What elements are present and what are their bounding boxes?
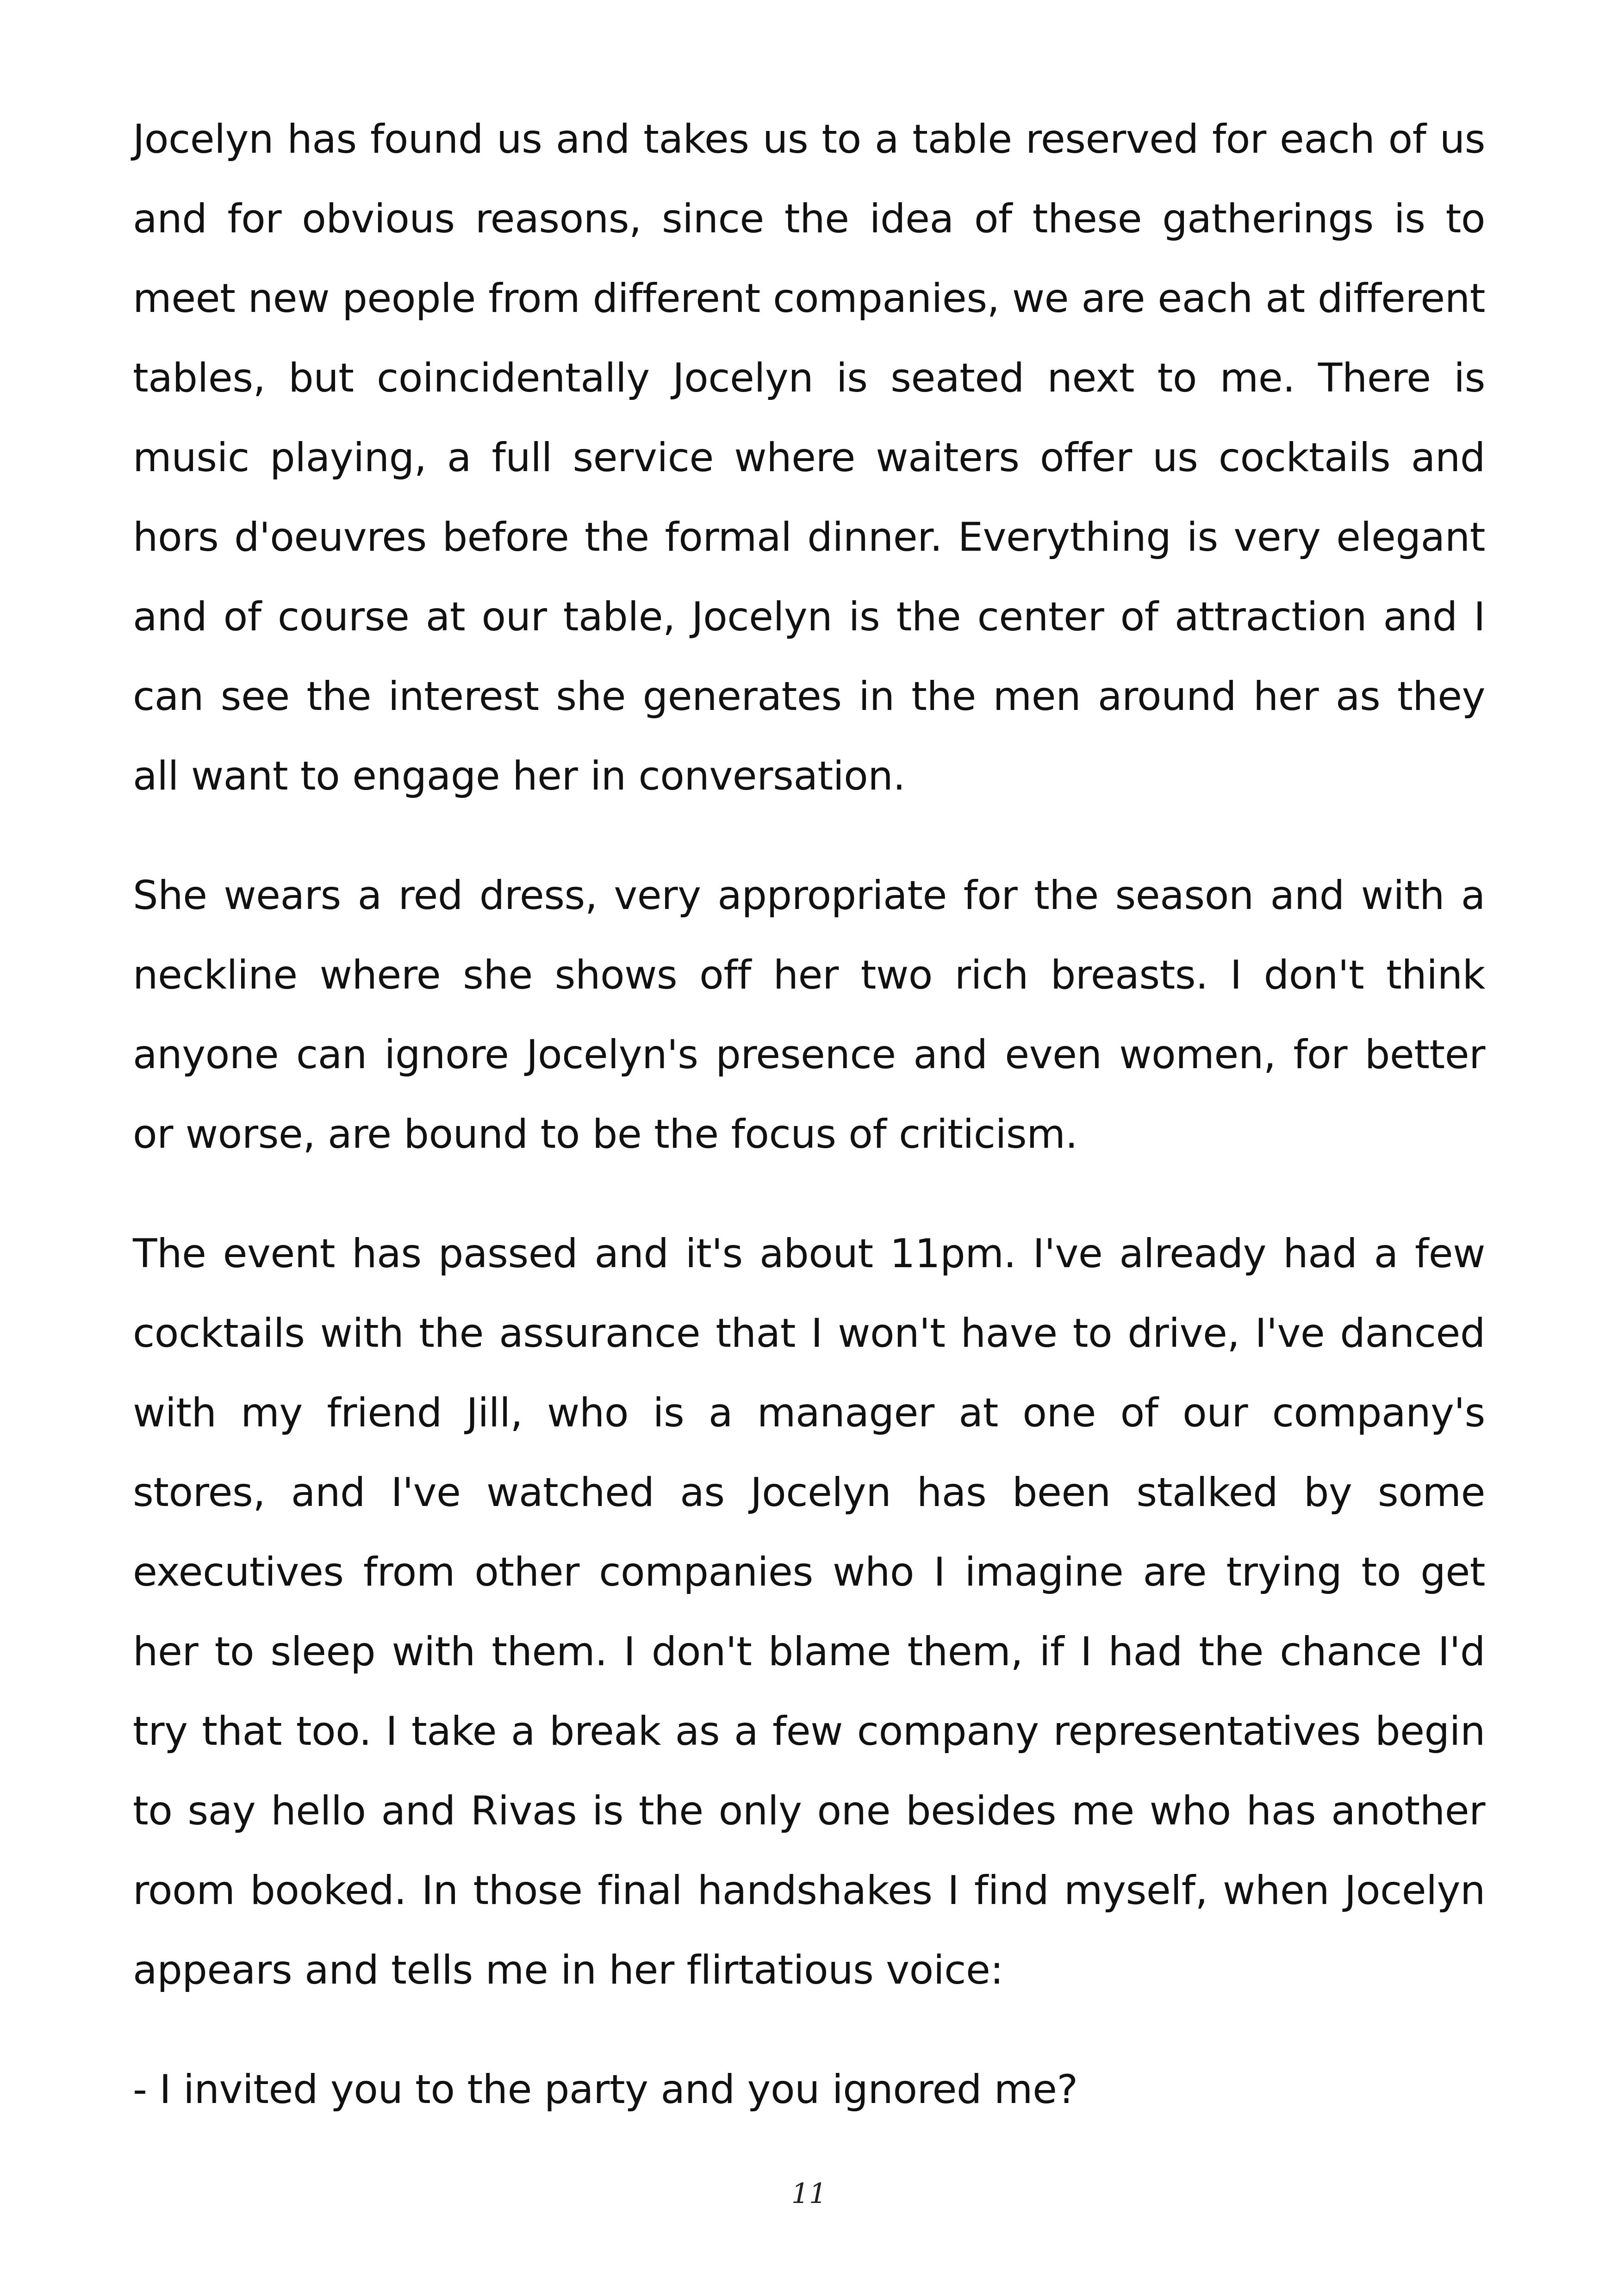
paragraph: The event has passed and it's about 11pm. I've already had a few cocktails with the assurance that I won't have to drive, I've danced with my friend Jill, who is a manager at one of our company's stores, and I've watched as Jocelyn has been stalked by some executives from other companies who I imagine are trying to get her to sleep with them. I don't blame them, if I had the chance I'd try that too. I take a break as a few company representatives begin to say hello and Rivas is the only one besides me who has another room booked. In those final handshakes I find myself, when Jocelyn appears and tells me in her flirtatious voice: [133,1231,1485,1993]
body-text [133,100,1485,2129]
dialogue-line: - I invited you to the party and you ignored me? [133,2066,1078,2113]
paragraph: Jocelyn has found us and takes us to a table reserved for each of us and for obvious reasons, since the idea of these gatherings is to meet new people from different companies, we are each at different tables, but coincidentally Jocelyn is seated next to me. There is music playing, a full service where waiters offer us cocktails and hors d'oeuvres before the formal dinner. Everything is very elegant and of course at our table, Jocelyn is the center of attraction and I can see the interest she generates in the men around her as they all want to engage her in conversation. [133,116,1485,799]
page-number: 11 [791,2178,827,2210]
paragraph: She wears a red dress, very appropriate for the season and with a neckline where she shows off her two rich breasts. I don't think anyone can ignore Jocelyn's presence and even women, for better or worse, are bound to be the focus of criticism. [133,872,1485,1157]
